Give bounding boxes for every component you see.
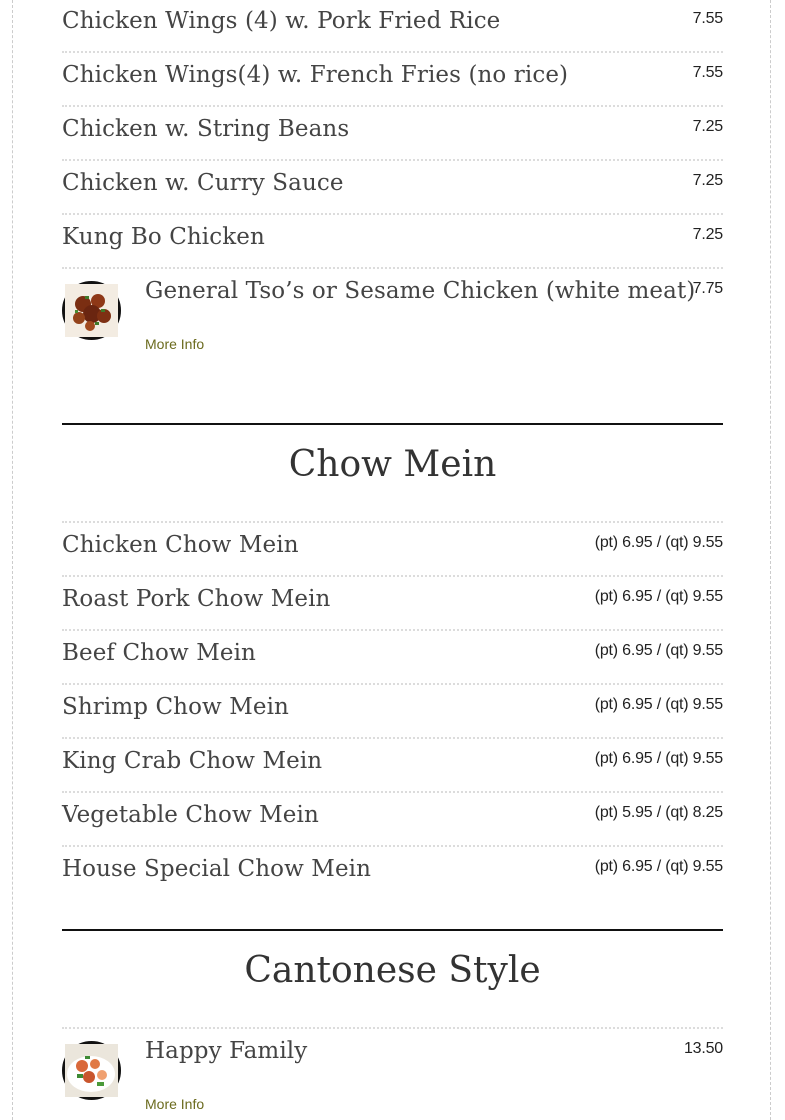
food-photo-general-tso-chicken[interactable] xyxy=(62,281,121,340)
menu-item[interactable] xyxy=(62,794,723,848)
item-separator xyxy=(62,51,723,53)
item-name: Kung Bo Chicken xyxy=(62,224,265,250)
item-name: Chicken w. Curry Sauce xyxy=(62,170,344,196)
item-name: King Crab Chow Mein xyxy=(62,748,323,774)
item-separator xyxy=(62,159,723,161)
item-price: 7.55 xyxy=(692,64,723,81)
item-name: Happy Family xyxy=(145,1038,308,1064)
item-name: Beef Chow Mein xyxy=(62,640,256,666)
item-separator xyxy=(62,629,723,631)
item-price: (pt) 6.95 / (qt) 9.55 xyxy=(594,642,723,659)
menu-item[interactable] xyxy=(62,740,723,794)
menu-item[interactable] xyxy=(62,54,723,108)
item-separator xyxy=(62,521,723,523)
item-name: Chicken w. String Beans xyxy=(62,116,350,142)
item-name: Shrimp Chow Mein xyxy=(62,694,289,720)
section-title: Cantonese Style xyxy=(244,950,541,991)
item-separator xyxy=(62,575,723,577)
menu-item[interactable] xyxy=(62,0,723,54)
item-price: (pt) 6.95 / (qt) 9.55 xyxy=(594,588,723,605)
menu-item[interactable] xyxy=(62,108,723,162)
item-name: Chicken Chow Mein xyxy=(62,532,299,558)
menu-item[interactable] xyxy=(62,632,723,686)
item-name: Vegetable Chow Mein xyxy=(62,802,319,828)
item-separator xyxy=(62,683,723,685)
item-separator xyxy=(62,267,723,269)
section-divider xyxy=(62,929,723,931)
more-info-link[interactable]: More Info xyxy=(145,1096,205,1112)
item-price: (pt) 5.95 / (qt) 8.25 xyxy=(594,804,723,821)
item-separator xyxy=(62,1027,723,1029)
menu-item-with-image[interactable] xyxy=(62,270,723,360)
item-separator xyxy=(62,105,723,107)
item-price: 7.25 xyxy=(692,118,723,135)
item-price: 7.25 xyxy=(692,172,723,189)
menu-item[interactable] xyxy=(62,524,723,578)
section-divider xyxy=(62,423,723,425)
item-price: 13.50 xyxy=(683,1040,723,1057)
menu-item[interactable] xyxy=(62,848,723,902)
item-price: 7.55 xyxy=(692,10,723,27)
item-name: Chicken Wings (4) w. Pork Fried Rice xyxy=(62,8,501,34)
item-name: Roast Pork Chow Mein xyxy=(62,586,331,612)
item-name: Chicken Wings(4) w. French Fries (no rice) xyxy=(62,62,569,88)
item-price: (pt) 6.95 / (qt) 9.55 xyxy=(594,696,723,713)
more-info-link[interactable]: More Info xyxy=(145,336,205,352)
menu-item[interactable] xyxy=(62,686,723,740)
item-separator xyxy=(62,845,723,847)
item-price: 7.25 xyxy=(692,226,723,243)
section-title: Chow Mein xyxy=(288,444,497,485)
item-price: (pt) 6.95 / (qt) 9.55 xyxy=(594,534,723,551)
menu-item[interactable] xyxy=(62,216,723,270)
menu-item[interactable] xyxy=(62,578,723,632)
menu-item-with-image[interactable] xyxy=(62,1030,723,1112)
item-separator xyxy=(62,213,723,215)
item-price: 7.75 xyxy=(692,280,723,297)
item-price: (pt) 6.95 / (qt) 9.55 xyxy=(594,750,723,767)
item-name: General Tso’s or Sesame Chicken (white meat) xyxy=(145,278,696,304)
item-separator xyxy=(62,791,723,793)
item-name: House Special Chow Mein xyxy=(62,856,372,882)
menu-item[interactable] xyxy=(62,162,723,216)
item-separator xyxy=(62,737,723,739)
food-photo-happy-family[interactable] xyxy=(62,1041,121,1100)
item-price: (pt) 6.95 / (qt) 9.55 xyxy=(594,858,723,875)
